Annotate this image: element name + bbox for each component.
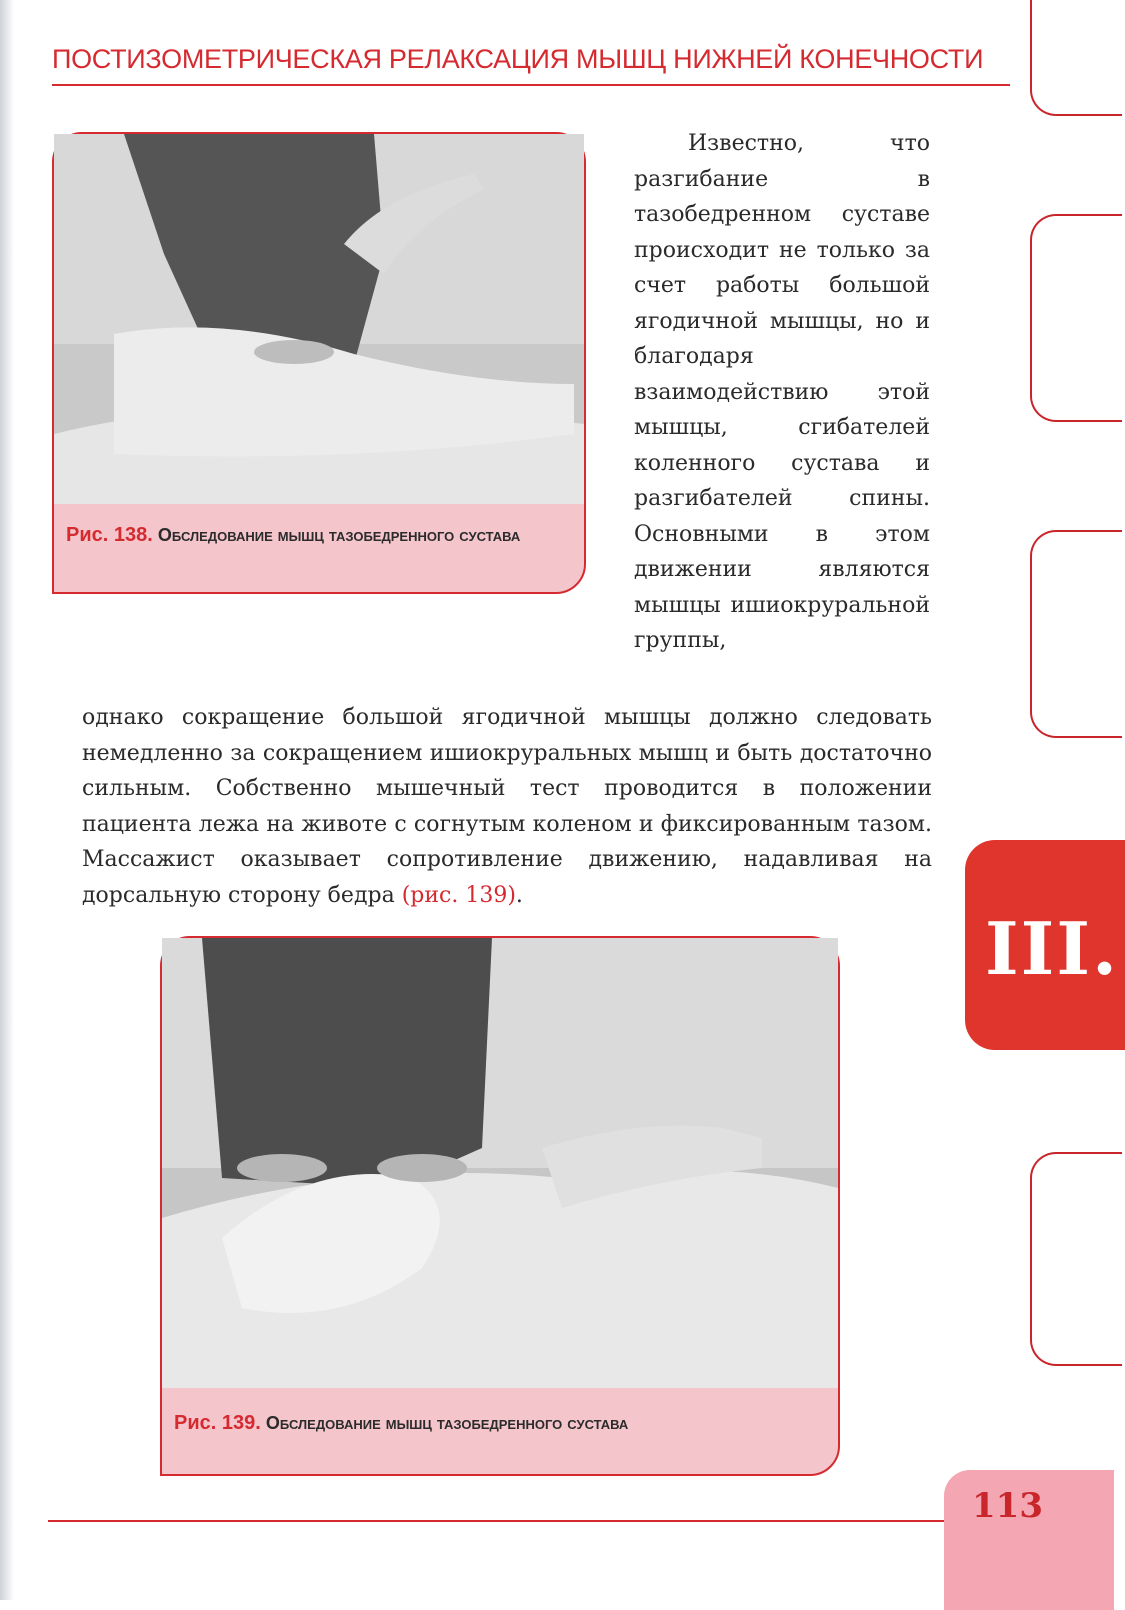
side-tab-3 xyxy=(1030,530,1122,738)
figure-139-caption-text: Обследование мышц тазобедренного сустава xyxy=(265,1413,629,1433)
side-tab-5 xyxy=(1030,1152,1122,1366)
body-paragraph xyxy=(82,700,932,913)
column-text xyxy=(634,126,930,659)
chapter-number: III. xyxy=(985,906,1120,991)
spine-shadow xyxy=(0,0,14,1600)
figure-138-caption-text: Обследование мышц тазобедренного сустава xyxy=(157,525,521,545)
page-number: 113 xyxy=(972,1486,1043,1526)
body-paragraph-end: . xyxy=(515,882,523,908)
figure-138 xyxy=(52,132,586,594)
figure-139-reference[interactable]: (рис. 139) xyxy=(401,882,516,908)
figure-138-photo xyxy=(54,134,584,504)
header-rule xyxy=(52,84,1010,86)
footer-rule xyxy=(48,1520,948,1522)
side-tab-2 xyxy=(1030,214,1122,422)
figure-139 xyxy=(160,936,840,1476)
chapter-tab xyxy=(965,840,1125,1050)
figure-139-photo xyxy=(162,938,838,1388)
body-paragraph-text: однако сокращение большой ягодичной мышцы должно следовать немедленно за сокращением ишиокруральных мышц и быть достаточно сильным. Собственно мышечный тест проводится в положении пациента лежа на животе с согнутым коленом и фиксированным тазом. Массажист оказывает сопротивление движению, надавливая на дорсальную сторону бедра xyxy=(82,705,932,908)
figure-139-caption xyxy=(174,1408,814,1438)
body-text xyxy=(82,700,932,913)
side-tab-1 xyxy=(1030,0,1122,116)
figure-138-caption xyxy=(66,520,536,550)
figure-138-label: Рис. 138. xyxy=(66,524,153,546)
column-paragraph: Известно, что разгибание в тазобедренном суставе происходит не только за счет работы большой ягодичной мышцы, но и благодаря взаимодействию этой мышцы, сгибателей коленного сустава и разгибателей спины. Основными в этом движении являются мышцы ишиокруральной группы, xyxy=(634,131,930,653)
running-header: ПОСТИЗОМЕТРИЧЕСКАЯ РЕЛАКСАЦИЯ МЫШЦ НИЖНЕЙ КОНЕЧНОСТИ xyxy=(52,44,984,74)
figure-139-label: Рис. 139. xyxy=(174,1412,261,1434)
